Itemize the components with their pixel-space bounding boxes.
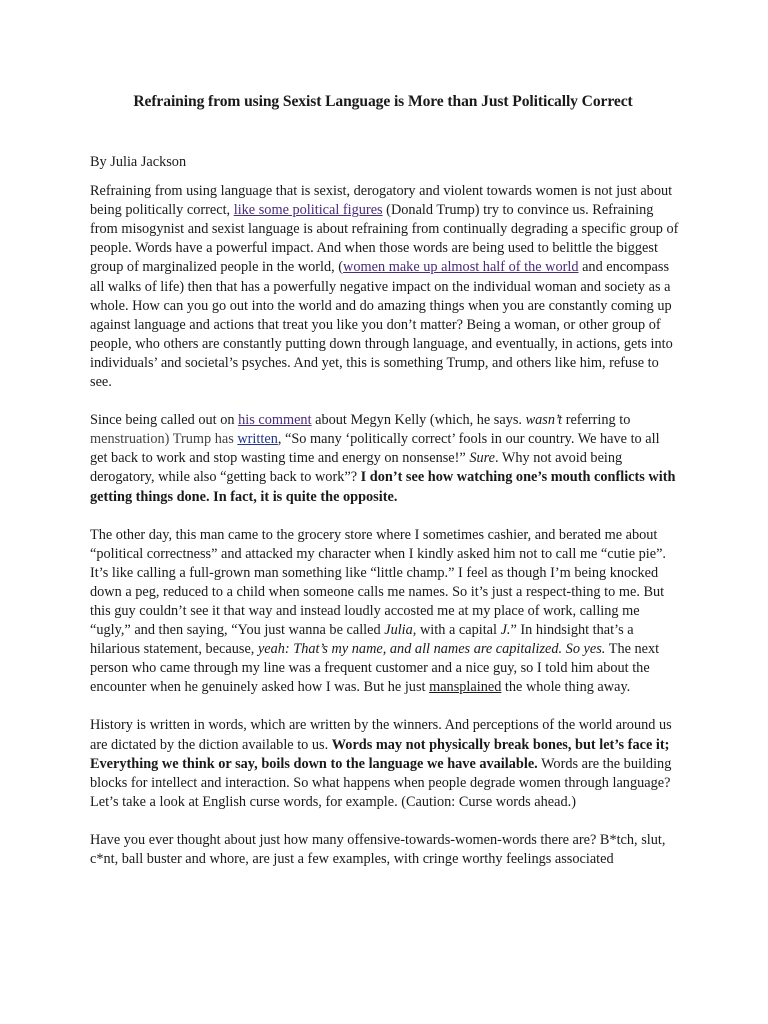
text-run: about Megyn Kelly (which, he says. — [311, 412, 526, 429]
link-his-comment[interactable]: his comment — [238, 412, 312, 429]
document-page — [90, 92, 680, 888]
text-run: The other day, this man came to the grocery store where I sometimes cashier, and berated me about “political correctness” and attacked my character when I kindly asked him not to call me “cutie pie”. It’s like calling a full-grown man something like “little champ.” I feel as though I’m being knocked down a peg, reduced to a child when someone calls me names. So it’s just a respect-thing to me. But this guy couldn’t see it that way and instead loudly accosted me at my place of work, calling me “ugly,” and then saying, “You just wanna be called — [90, 526, 667, 639]
link-political-figures[interactable]: like some political figures — [233, 202, 383, 219]
text-run: ” In hindsight that’s a hilarious statement, because, — [90, 622, 634, 658]
text-run: (Donald Trump) try to convince us. Refraining from misogynist and sexist language is about refraining from continually degrading a specific group of people. Words have a powerful impact. And when those words are being used to belittle the biggest group of marginalized people in the world, ( — [90, 202, 679, 276]
link-women-half-world[interactable]: women make up almost half of the world — [343, 259, 579, 276]
paragraph-1 — [90, 182, 680, 392]
italic-run: Julia, — [384, 622, 417, 639]
italic-run: wasn’t — [525, 412, 563, 429]
italic-run: Sure — [469, 450, 495, 467]
paragraph-3 — [90, 526, 680, 698]
byline: By Julia Jackson — [90, 154, 187, 170]
text-run: . Why not avoid being derogatory, while also “getting back to work”? — [90, 450, 623, 486]
text-run: Have you ever thought about just how many offensive-towards-women-words there are? B*tch, slut, c*nt, ball buster and whore, are just a few examples, with cringe worthy feelings associated — [90, 831, 666, 867]
paragraph-4 — [90, 716, 680, 811]
text-run: History is written in words, which are written by the winners. And perceptions of the world around us are dictated by the diction available to us. — [90, 717, 672, 753]
text-run: Since being called out on — [90, 412, 239, 429]
text-run: Words are the building blocks for intellect and interaction. So what happens when people degrade women through language? Let’s take a look at English curse words, for example. (Caution: Curse words ahead.) — [90, 755, 672, 810]
text-run: the whole thing away. — [501, 679, 631, 696]
text-run: menstruation) Trump has — [90, 431, 238, 448]
link-written[interactable]: written — [237, 431, 278, 448]
link-mansplained[interactable]: mansplained — [429, 679, 502, 696]
text-run: , “So many ‘politically correct’ fools in our country. We have to all get back to work and stop wasting time and energy on nonsense!” — [90, 431, 660, 467]
text-run: with a capital — [416, 622, 501, 639]
article-title: Refraining from using Sexist Language is More than Just Politically Correct — [133, 93, 633, 110]
italic-run: yeah: That’s my name, and all names are capitalized. So yes. — [257, 641, 606, 658]
text-run: and encompass all walks of life) then that has a powerfully negative impact on the individual woman and society as a whole. How can you go out into the world and do amazing things when you are constantly coming up against language and actions that treat you like you don’t matter? Being a woman, or other group of people, who others are constantly putting down through language, and eventually, in actions, gets into individuals’ and societal’s psyches. And yet, this is something Trump, and others like him, refuse to see. — [90, 259, 673, 391]
bold-run: Words may not physically break bones, but let’s face it; Everything we think or say, boils down to the language we have available. — [90, 736, 670, 772]
text-run: referring to — [562, 412, 631, 429]
bold-run: I don’t see how watching one’s mouth conflicts with getting things done. In fact, it is quite the opposite. — [90, 469, 676, 505]
italic-run: J. — [500, 622, 511, 639]
paragraph-2 — [90, 411, 680, 506]
text-run: The next person who came through my line was a frequent customer and a nice guy, so I told him about the encounter when he genuinely asked how I was. But he just — [90, 641, 660, 696]
text-run: Refraining from using language that is sexist, derogatory and violent towards women is not just about being politically correct, — [90, 183, 673, 219]
paragraph-5 — [90, 831, 680, 869]
